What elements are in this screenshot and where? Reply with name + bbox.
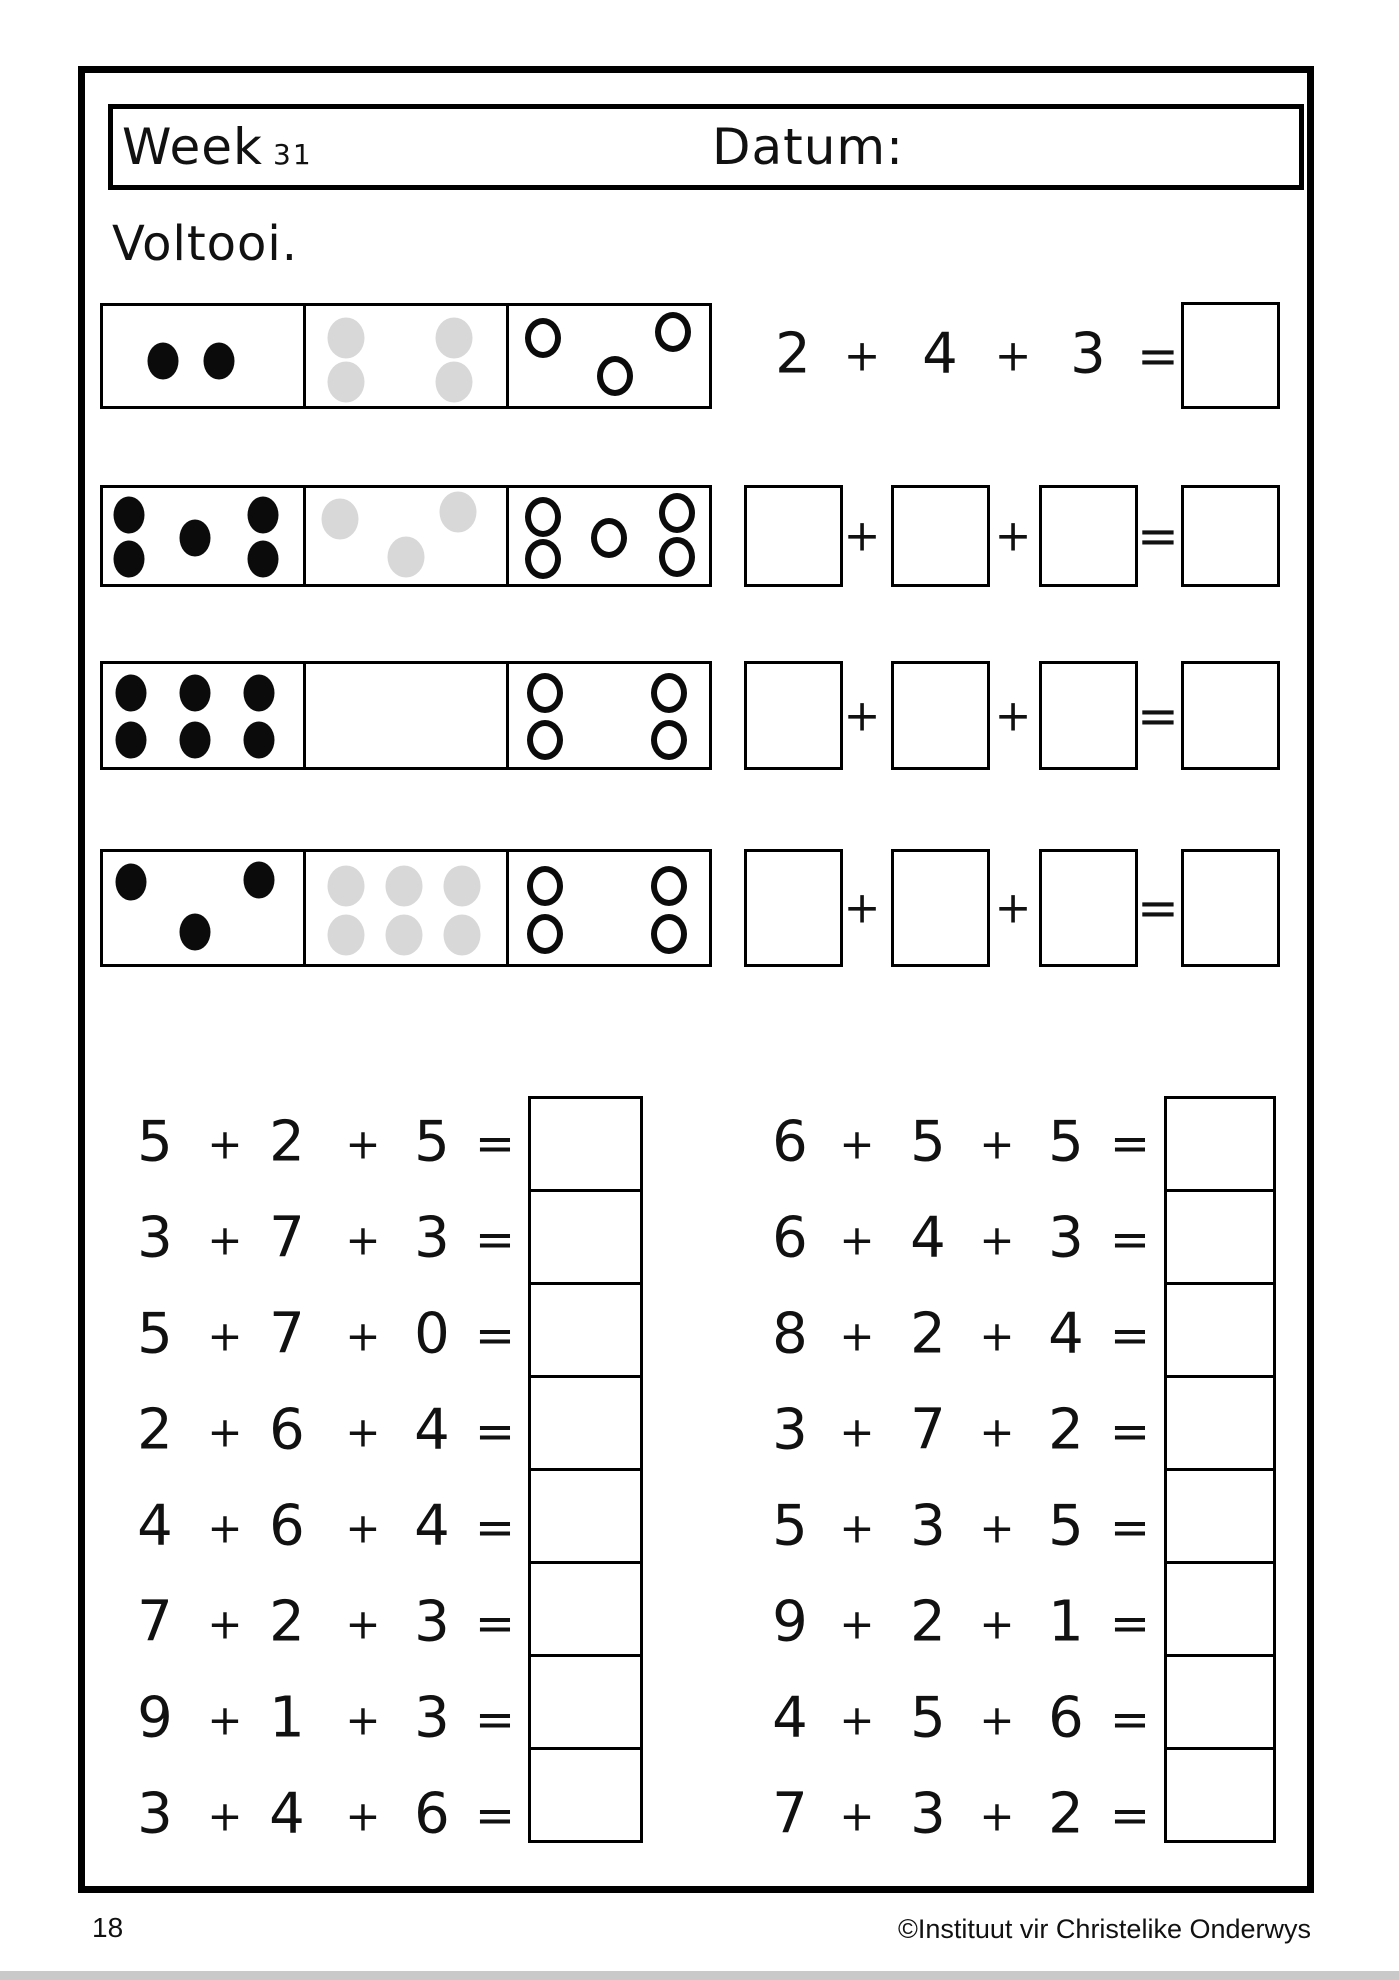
instruction-text: Voltooi. — [112, 216, 298, 272]
equation-term: 6 — [414, 1781, 450, 1847]
answer-box[interactable] — [1039, 661, 1138, 770]
equals-sign: = — [1137, 507, 1179, 565]
answer-box[interactable] — [528, 1561, 643, 1657]
plus-sign: + — [207, 1311, 243, 1361]
equation-term: 6 — [772, 1205, 808, 1271]
page-number: 18 — [92, 1912, 124, 1943]
equation-term: 7 — [772, 1781, 808, 1847]
plus-sign: + — [839, 1311, 875, 1361]
open-dot — [527, 720, 563, 760]
dot-cell-gray — [303, 664, 506, 767]
open-dot — [525, 497, 561, 537]
equals-sign: = — [1109, 1500, 1151, 1556]
gray-dot — [328, 318, 365, 359]
plus-sign: + — [345, 1695, 381, 1745]
plus-sign: + — [207, 1503, 243, 1553]
equation-term: 8 — [772, 1301, 808, 1367]
equals-sign: = — [1109, 1692, 1151, 1748]
open-dot — [651, 673, 687, 713]
equation-term: 3 — [414, 1685, 450, 1751]
plus-sign: + — [345, 1503, 381, 1553]
equation-term: 5 — [910, 1685, 946, 1751]
plus-sign: + — [839, 1119, 875, 1169]
equals-sign: = — [474, 1212, 516, 1268]
plus-sign: + — [979, 1407, 1015, 1457]
plus-sign: + — [207, 1119, 243, 1169]
answer-box[interactable] — [1181, 849, 1280, 967]
equation-term: 3 — [1048, 1205, 1084, 1271]
plus-sign: + — [207, 1215, 243, 1265]
equation-term: 7 — [910, 1397, 946, 1463]
black-dot — [244, 674, 275, 711]
gray-dot — [388, 537, 425, 578]
answer-box[interactable] — [744, 849, 843, 967]
week-number: 31 — [273, 137, 313, 171]
open-dot — [597, 356, 633, 396]
plus-sign: + — [345, 1791, 381, 1841]
plus-sign: + — [345, 1215, 381, 1265]
dot-cell-open — [506, 664, 709, 767]
dot-cell-gray — [303, 488, 506, 584]
gray-dot — [436, 362, 473, 403]
black-dot — [114, 541, 145, 578]
black-dot — [180, 913, 211, 950]
open-dot — [651, 914, 687, 954]
black-dot — [180, 519, 211, 556]
answer-box[interactable] — [528, 1096, 643, 1192]
answer-box[interactable] — [1181, 485, 1280, 587]
equation-term: 3 — [137, 1205, 173, 1271]
equals-sign: = — [474, 1116, 516, 1172]
answer-box[interactable] — [1164, 1561, 1276, 1657]
open-dot — [527, 673, 563, 713]
black-dot — [116, 674, 147, 711]
equals-sign: = — [474, 1308, 516, 1364]
dot-pattern-box — [100, 485, 712, 587]
plus-sign: + — [843, 690, 881, 741]
gray-dot — [328, 362, 365, 403]
gray-dot — [328, 865, 365, 906]
plus-sign: + — [979, 1599, 1015, 1649]
dot-cell-black — [103, 664, 303, 767]
equation-term: 4 — [269, 1781, 305, 1847]
black-dot — [248, 541, 279, 578]
gray-dot — [444, 914, 481, 955]
equation-term: 6 — [269, 1397, 305, 1463]
answer-box[interactable] — [1164, 1282, 1276, 1378]
equation-term: 4 — [414, 1397, 450, 1463]
answer-box-column — [1164, 1096, 1276, 1843]
gray-dot — [436, 318, 473, 359]
plus-sign: + — [839, 1407, 875, 1457]
equals-sign: = — [1137, 879, 1179, 937]
plus-sign: + — [207, 1599, 243, 1649]
dot-pattern-box — [100, 661, 712, 770]
plus-sign: + — [979, 1119, 1015, 1169]
gray-dot — [328, 914, 365, 955]
gray-dot — [444, 865, 481, 906]
equation-term: 5 — [414, 1109, 450, 1175]
black-dot — [248, 496, 279, 533]
equation-term: 4 — [910, 1205, 946, 1271]
open-dot — [527, 866, 563, 906]
equation-term: 5 — [137, 1109, 173, 1175]
plus-sign: + — [207, 1695, 243, 1745]
open-dot — [591, 518, 627, 558]
equation-term: 3 — [414, 1589, 450, 1655]
plus-sign: + — [979, 1791, 1015, 1841]
dot-pattern-box — [100, 303, 712, 409]
black-dot — [244, 862, 275, 899]
gray-dot — [440, 492, 477, 533]
dot-cell-black — [103, 306, 303, 406]
equals-sign: = — [474, 1500, 516, 1556]
gray-dot — [386, 865, 423, 906]
plus-sign: + — [345, 1407, 381, 1457]
equation-term: 6 — [1048, 1685, 1084, 1751]
black-dot — [204, 343, 235, 380]
equals-sign: = — [1109, 1404, 1151, 1460]
answer-box[interactable] — [744, 661, 843, 770]
equation-term: 3 — [137, 1781, 173, 1847]
plus-sign: + — [345, 1311, 381, 1361]
equation-term: 4 — [137, 1493, 173, 1559]
plus-sign: + — [979, 1311, 1015, 1361]
plus-sign: + — [839, 1695, 875, 1745]
equals-sign: = — [474, 1788, 516, 1844]
answer-box[interactable] — [1164, 1747, 1276, 1843]
equation-term: 0 — [414, 1301, 450, 1367]
black-dot — [180, 722, 211, 759]
open-dot — [659, 537, 695, 577]
dot-pattern-box — [100, 849, 712, 967]
answer-box[interactable] — [1181, 302, 1280, 409]
plus-sign: + — [994, 882, 1032, 934]
equation-term: 9 — [772, 1589, 808, 1655]
equals-sign: = — [1109, 1308, 1151, 1364]
equation-term: 2 — [269, 1109, 305, 1175]
answer-box[interactable] — [1039, 849, 1138, 967]
equation-term: 3 — [910, 1493, 946, 1559]
open-dot — [655, 312, 691, 352]
answer-box-column — [528, 1096, 643, 1843]
scan-edge-strip — [0, 1971, 1399, 1980]
equation-term: 7 — [269, 1205, 305, 1271]
equals-sign: = — [1109, 1116, 1151, 1172]
black-dot — [114, 496, 145, 533]
equals-sign: = — [474, 1596, 516, 1652]
equation-term: 3 — [772, 1397, 808, 1463]
dot-cell-gray — [303, 306, 506, 406]
black-dot — [148, 343, 179, 380]
equation-term: 2 — [910, 1301, 946, 1367]
black-dot — [116, 864, 147, 901]
answer-box[interactable] — [528, 1375, 643, 1471]
answer-box[interactable] — [1164, 1654, 1276, 1750]
answer-box[interactable] — [1164, 1189, 1276, 1285]
equation-term: 1 — [269, 1685, 305, 1751]
plus-sign: + — [994, 690, 1032, 741]
answer-box[interactable] — [1164, 1375, 1276, 1471]
answer-box[interactable] — [891, 849, 990, 967]
equation-term: 2 — [1048, 1397, 1084, 1463]
equation-term: 5 — [1048, 1493, 1084, 1559]
equation-term: 4 — [414, 1493, 450, 1559]
equation-term: 2 — [269, 1589, 305, 1655]
answer-box[interactable] — [528, 1282, 643, 1378]
equation-term: 6 — [269, 1493, 305, 1559]
open-dot — [525, 318, 561, 358]
answer-box[interactable] — [528, 1747, 643, 1843]
dot-cell-open — [506, 852, 709, 964]
equals-sign: = — [1109, 1596, 1151, 1652]
plus-sign: + — [839, 1215, 875, 1265]
equation-term: 2 — [775, 321, 811, 387]
answer-box[interactable] — [1181, 661, 1280, 770]
black-dot — [180, 674, 211, 711]
answer-box[interactable] — [744, 485, 843, 587]
week-title — [122, 104, 313, 190]
open-dot — [527, 914, 563, 954]
plus-sign: + — [979, 1215, 1015, 1265]
equation-term: 5 — [137, 1301, 173, 1367]
dot-cell-black — [103, 852, 303, 964]
black-dot — [244, 722, 275, 759]
plus-sign: + — [345, 1599, 381, 1649]
gray-dot — [386, 914, 423, 955]
equals-sign: = — [1137, 686, 1179, 745]
equation-term: 5 — [1048, 1109, 1084, 1175]
equation-term: 3 — [910, 1781, 946, 1847]
answer-box[interactable] — [528, 1468, 643, 1564]
plus-sign: + — [994, 330, 1032, 382]
dot-cell-open — [506, 488, 709, 584]
dot-cell-gray — [303, 852, 506, 964]
equation-term: 6 — [772, 1109, 808, 1175]
open-dot — [651, 720, 687, 760]
answer-box[interactable] — [891, 485, 990, 587]
plus-sign: + — [207, 1791, 243, 1841]
answer-box[interactable] — [1164, 1096, 1276, 1192]
equation-term: 2 — [910, 1589, 946, 1655]
answer-box[interactable] — [528, 1189, 643, 1285]
plus-sign: + — [843, 510, 881, 562]
equation-term: 4 — [1048, 1301, 1084, 1367]
equals-sign: = — [474, 1404, 516, 1460]
equals-sign: = — [1137, 327, 1179, 385]
equation-term: 9 — [137, 1685, 173, 1751]
plus-sign: + — [839, 1791, 875, 1841]
open-dot — [525, 539, 561, 579]
answer-box[interactable] — [891, 661, 990, 770]
equation-term: 1 — [1048, 1589, 1084, 1655]
open-dot — [651, 866, 687, 906]
equation-term: 2 — [1048, 1781, 1084, 1847]
plus-sign: + — [839, 1503, 875, 1553]
equation-term: 5 — [772, 1493, 808, 1559]
black-dot — [116, 722, 147, 759]
plus-sign: + — [843, 330, 881, 382]
plus-sign: + — [979, 1503, 1015, 1553]
equals-sign: = — [1109, 1788, 1151, 1844]
plus-sign: + — [843, 882, 881, 934]
open-dot — [659, 493, 695, 533]
equation-term: 7 — [137, 1589, 173, 1655]
plus-sign: + — [207, 1407, 243, 1457]
datum-label: Datum: — [712, 118, 904, 176]
equation-term: 4 — [772, 1685, 808, 1751]
plus-sign: + — [979, 1695, 1015, 1745]
equation-term: 4 — [922, 321, 958, 387]
equals-sign: = — [1109, 1212, 1151, 1268]
dot-cell-black — [103, 488, 303, 584]
gray-dot — [322, 498, 359, 539]
equation-term: 3 — [1070, 321, 1106, 387]
plus-sign: + — [994, 510, 1032, 562]
week-label: Week — [122, 118, 263, 176]
answer-box[interactable] — [528, 1654, 643, 1750]
plus-sign: + — [345, 1119, 381, 1169]
equation-term: 3 — [414, 1205, 450, 1271]
answer-box[interactable] — [1039, 485, 1138, 587]
plus-sign: + — [839, 1599, 875, 1649]
dot-cell-open — [506, 306, 709, 406]
copyright-text: ©Instituut vir Christelike Onderwys — [897, 1914, 1311, 1944]
equation-term: 5 — [910, 1109, 946, 1175]
answer-box[interactable] — [1164, 1468, 1276, 1564]
equals-sign: = — [474, 1692, 516, 1748]
equation-term: 2 — [137, 1397, 173, 1463]
equation-term: 7 — [269, 1301, 305, 1367]
